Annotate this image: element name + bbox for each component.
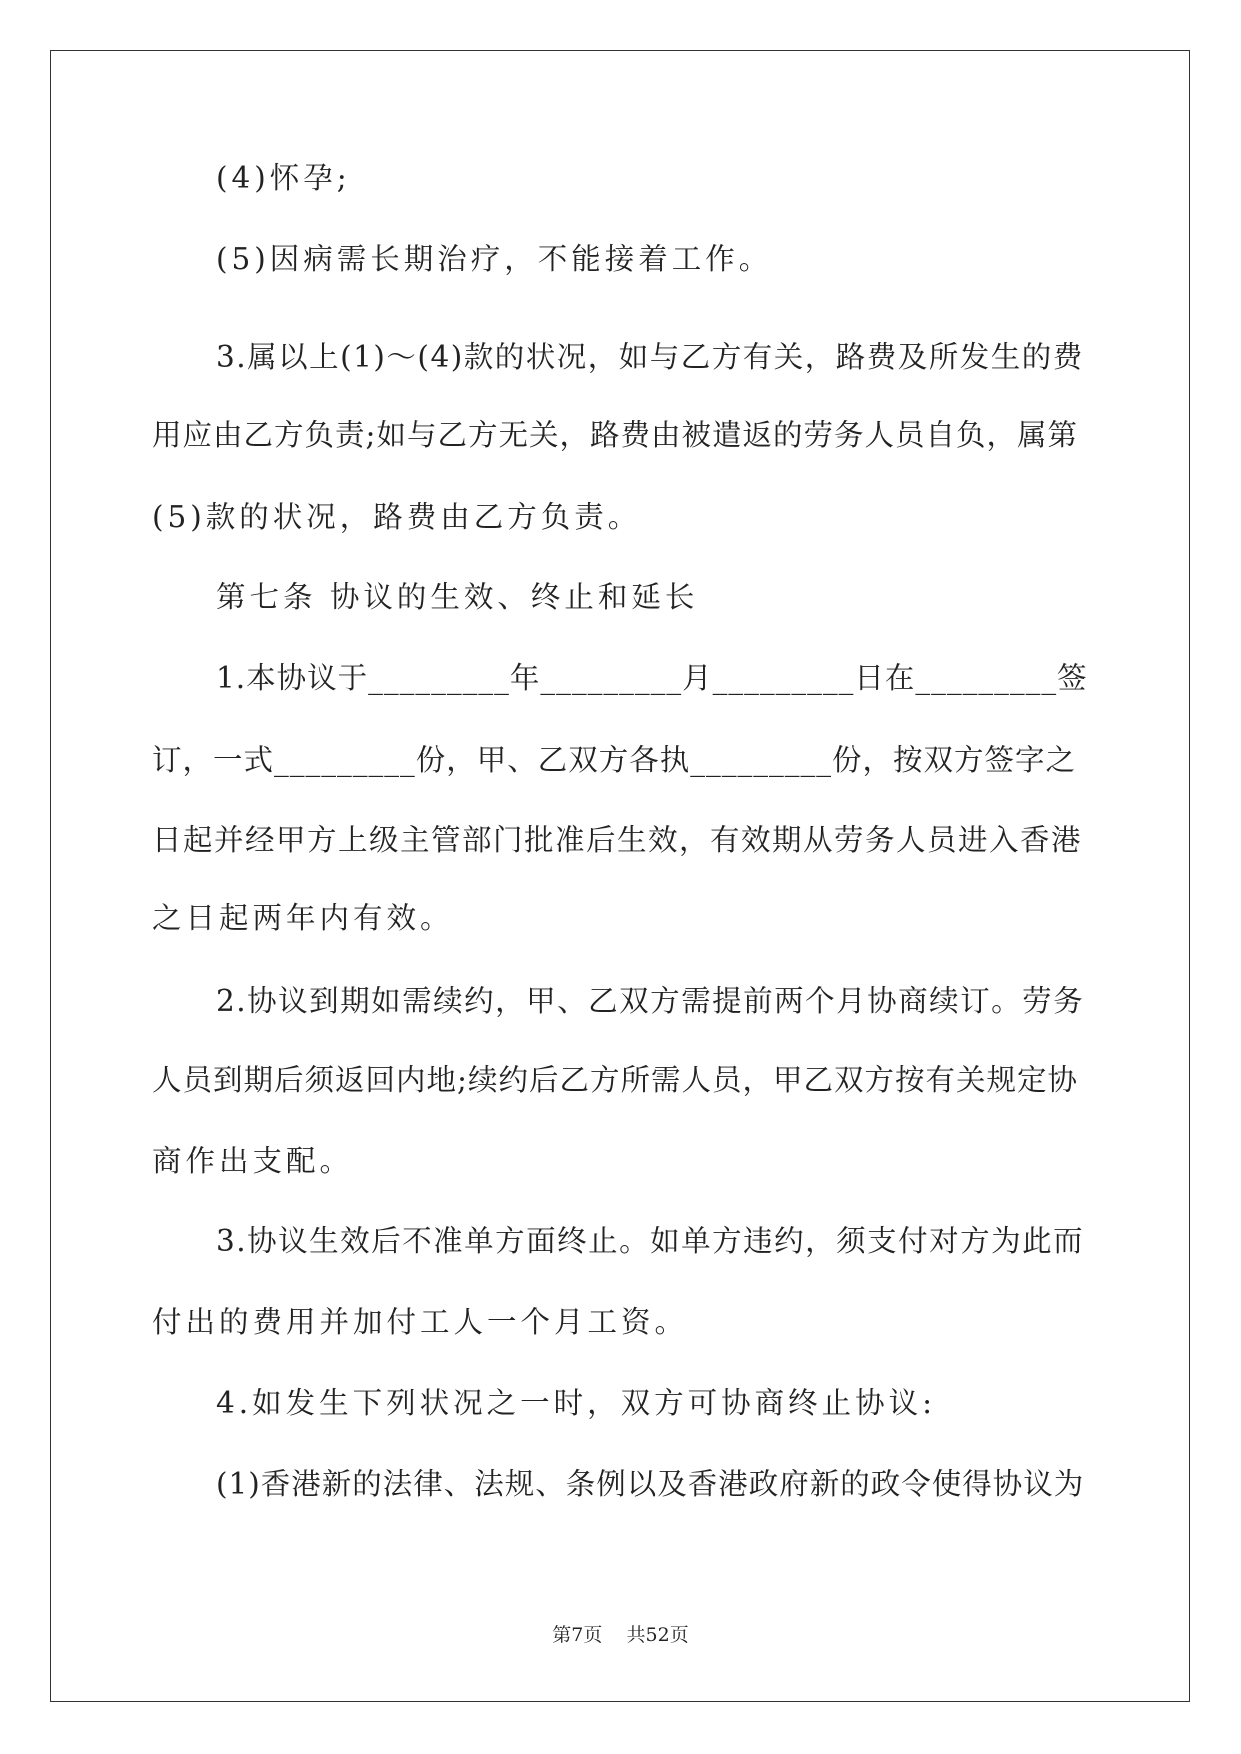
paragraph-line: 日起并经甲方上级主管部门批准后生效，有效期从劳务人员进入香港 — [152, 823, 1083, 857]
paragraph-line: (5)款的状况，路费由乙方负责。 — [152, 500, 642, 534]
paragraph-line: 4.如发生下列状况之一时，双方可协商终止协议: — [216, 1386, 937, 1420]
section-heading: 第七条 协议的生效、终止和延长 — [216, 580, 699, 614]
page-number: 第7页 — [552, 1624, 603, 1646]
paragraph-line: 订，一式_________份，甲、乙双方各执_________份，按双方签字之 — [152, 743, 1077, 777]
page-footer — [0, 1626, 1241, 1645]
paragraph-line: 商作出支配。 — [152, 1144, 354, 1178]
paragraph-line: 3.协议生效后不准单方面终止。如单方违约，须支付对方为此而 — [216, 1224, 1085, 1258]
paragraph-line: 人员到期后须返回内地;续约后乙方所需人员，甲乙双方按有关规定协 — [152, 1063, 1078, 1097]
paragraph-line: 1.本协议于_________年_________月_________日在_________签 — [216, 661, 1088, 695]
paragraph-line: 3.属以上(1)～(4)款的状况，如与乙方有关，路费及所发生的费 — [216, 340, 1084, 374]
paragraph-line: 付出的费用并加付工人一个月工资。 — [152, 1305, 689, 1339]
paragraph-line: (4)怀孕; — [216, 161, 351, 195]
paragraph-line: 2.协议到期如需续约，甲、乙双方需提前两个月协商续订。劳务 — [216, 984, 1085, 1018]
paragraph-line: 之日起两年内有效。 — [152, 901, 454, 935]
page-total: 共52页 — [626, 1624, 689, 1646]
paragraph-line: (1)香港新的法律、法规、条例以及香港政府新的政令使得协议为 — [216, 1467, 1085, 1501]
page-border — [50, 50, 1190, 1702]
paragraph-line: 用应由乙方负责;如与乙方无关，路费由被遣返的劳务人员自负，属第 — [152, 418, 1078, 452]
paragraph-line: (5)因病需长期治疗，不能接着工作。 — [216, 242, 773, 276]
